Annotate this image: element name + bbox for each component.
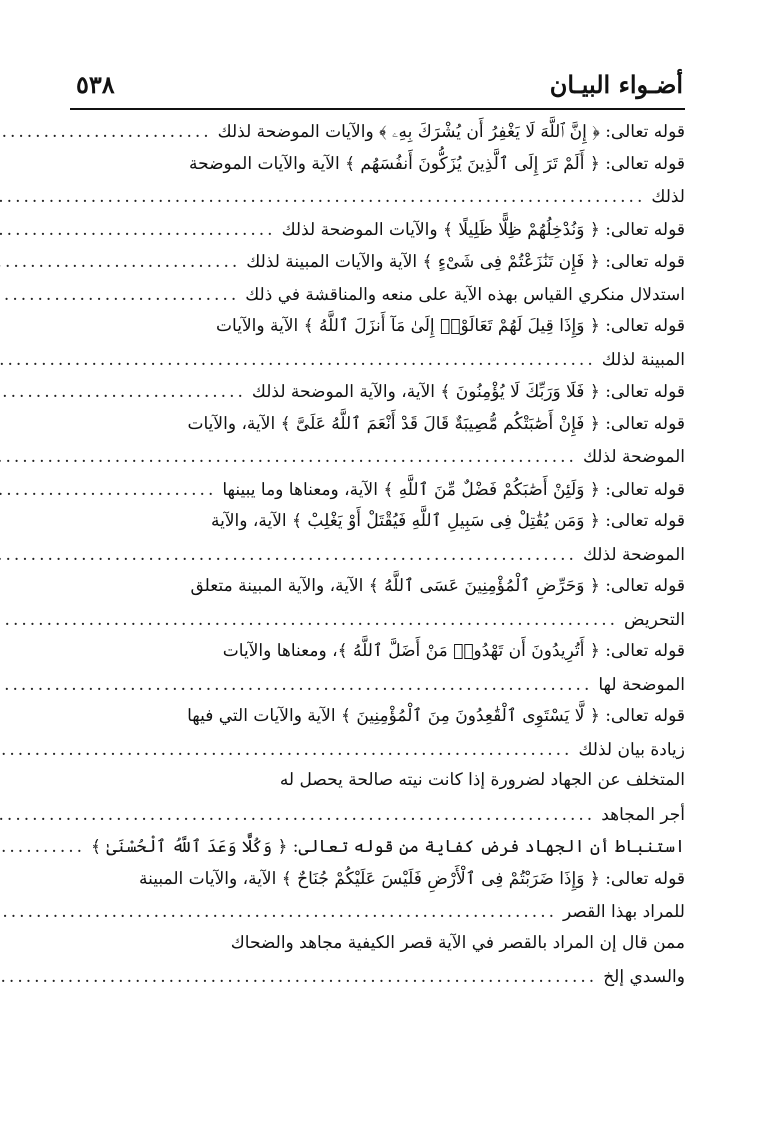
toc-entry [70,608,685,641]
dot-leader [0,967,603,987]
dot-leader [0,805,601,825]
toc-entry-text: قوله تعالى: ﴿ أَلَمْ تَرَ إِلَى ٱلَّذِينَ يُزَكُّونَ أَنفُسَهُم ﴾ الآية والآيات الموضحة [189,153,685,174]
toc-entry-text: قوله تعالى: ﴿ وَنُدْخِلُهُمْ ظِلًّا ظَلِيلًا ﴾ والآيات الموضحة لذلك [281,219,685,240]
toc-entry-text: قوله تعالى: ﴿ إِنَّ ٱللَّهَ لَا يَغْفِرُ أَن يُشْرَكَ بِهِۦ ﴾ والآيات الموضحة لذلك [217,122,685,142]
toc-entry-text: قوله تعالى: ﴿ فَإِنْ أَصَٰبَتْكُم مُّصِيبَةٌ قَالَ قَدْ أَنْعَمَ ٱللَّهُ عَلَىَّ ﴾ الآية، والآيات [187,413,685,434]
dot-leader [0,837,91,857]
toc-entry-text: للمراد بهذا القصر [563,902,685,922]
toc-entry [70,218,685,251]
dot-leader [0,675,598,695]
toc-entry-text: والسدي إلخ [603,967,685,987]
toc-entry [70,120,685,153]
toc-entry-text: قوله تعالى: ﴿ فَلَا وَرَبِّكَ لَا يُؤْمِنُونَ ﴾ الآية، والآية الموضحة لذلك [251,382,685,402]
toc-entry-text: التحريض [624,609,685,630]
dot-leader [0,187,651,207]
toc-entry-text: الموضحة لذلك [582,544,685,565]
toc-entry [70,250,685,283]
toc-entry [70,933,685,966]
toc-entry [70,900,685,933]
running-title: أضـواء البيـان [549,70,683,99]
toc-entry-text: لذلك [651,187,685,207]
dot-leader [0,122,218,142]
toc-entry [70,413,685,446]
toc-entry [70,673,685,706]
toc-entry [70,543,685,576]
toc-entry [70,705,685,738]
toc-entry [70,185,685,218]
dot-leader [0,252,246,272]
dot-leader [0,610,624,630]
dot-leader [0,382,252,402]
toc-entry-text: المتخلف عن الجهاد لضرورة إذا كانت نيته صالحة يحصل له [279,770,685,790]
toc-entry [70,348,685,381]
toc-entry-text: الموضحة لذلك [582,447,685,467]
toc-entry [70,738,685,771]
toc-entry-text: أجر المجاهد [601,804,685,825]
toc-entry [70,640,685,673]
toc-entry-text: قوله تعالى: ﴿ وَمَن يُقَٰتِلْ فِى سَبِيلِ ٱللَّهِ فَيُقْتَلْ أَوْ يَغْلِبْ ﴾ الآية، والآية [211,511,685,531]
toc-entry-text: قوله تعالى: ﴿ فَإِن تَنَٰزَعْتُمْ فِى شَىْءٍ ﴾ الآية والآيات المبينة لذلك [246,252,685,272]
toc-entry-text: استدلال منكري القياس بهذه الآية على منعه والمناقشة في ذلك [245,284,685,305]
toc-entry-text: زيادة بيان لذلك [578,739,685,760]
dot-leader [0,350,602,370]
toc-entry-text: الموضحة لها [598,674,685,695]
toc-entry [70,965,685,998]
book-page [70,70,685,998]
page-number: ٥٣٨ [76,70,115,99]
dot-leader [0,545,583,565]
toc-entry [70,380,685,413]
page-header [70,70,685,110]
dot-leader [0,480,222,500]
toc-entry-text: قوله تعالى: ﴿ وَإِذَا ضَرَبْتُمْ فِى ٱلْأَرْضِ فَلَيْسَ عَلَيْكُمْ جُنَاحٌ ﴾ الآية، والآيات المبينة [139,868,685,889]
dot-leader [0,902,563,922]
dot-leader [0,285,245,305]
dot-leader [0,220,282,240]
toc-entry-text: المبينة لذلك [601,349,685,370]
toc-entry-text: ممن قال إن المراد بالقصر في الآية قصر الكيفية مجاهد والضحاك [230,932,685,953]
toc-entry [70,315,685,348]
toc-entry [70,510,685,543]
toc-entry-text: استنباط أن الجهاد فرض كفاية من قوله تعالى: ﴿ وَكُلًّا وَعَدَ ٱللَّهُ ٱلْحُسْنَىٰ ﴾ [91,837,685,857]
table-of-contents [70,120,685,998]
toc-entry [70,283,685,316]
toc-entry-text: قوله تعالى: ﴿ وَإِذَا قِيلَ لَهُمْ تَعَالَوْا۟ إِلَىٰ مَآ أَنزَلَ ٱللَّهُ ﴾ الآية والآيات [216,316,685,336]
toc-entry-text: قوله تعالى: ﴿ لَّا يَسْتَوِى ٱلْقَٰعِدُونَ مِنَ ٱلْمُؤْمِنِينَ ﴾ الآية والآيات التي فيها [187,706,685,726]
toc-entry-text: قوله تعالى: ﴿ أَتُرِيدُونَ أَن تَهْدُوا۟ مَنْ أَضَلَّ ٱللَّهُ ﴾، ومعناها والآيات [222,641,685,661]
toc-entry [70,803,685,836]
dot-leader [0,740,578,760]
toc-entry [70,835,685,868]
toc-entry [70,153,685,186]
toc-entry [70,770,685,803]
toc-entry-text: قوله تعالى: ﴿ وَحَرِّضِ ٱلْمُؤْمِنِينَ عَسَى ٱللَّهُ ﴾ الآية، والآية المبينة متعلق [190,576,685,596]
dot-leader [0,447,583,467]
toc-entry [70,575,685,608]
toc-entry-text: قوله تعالى: ﴿ وَلَئِنْ أَصَٰبَكُمْ فَضْلٌ مِّنَ ٱللَّهِ ﴾ الآية، ومعناها وما يبينها [222,479,685,500]
toc-entry [70,445,685,478]
toc-entry [70,478,685,511]
toc-entry [70,868,685,901]
